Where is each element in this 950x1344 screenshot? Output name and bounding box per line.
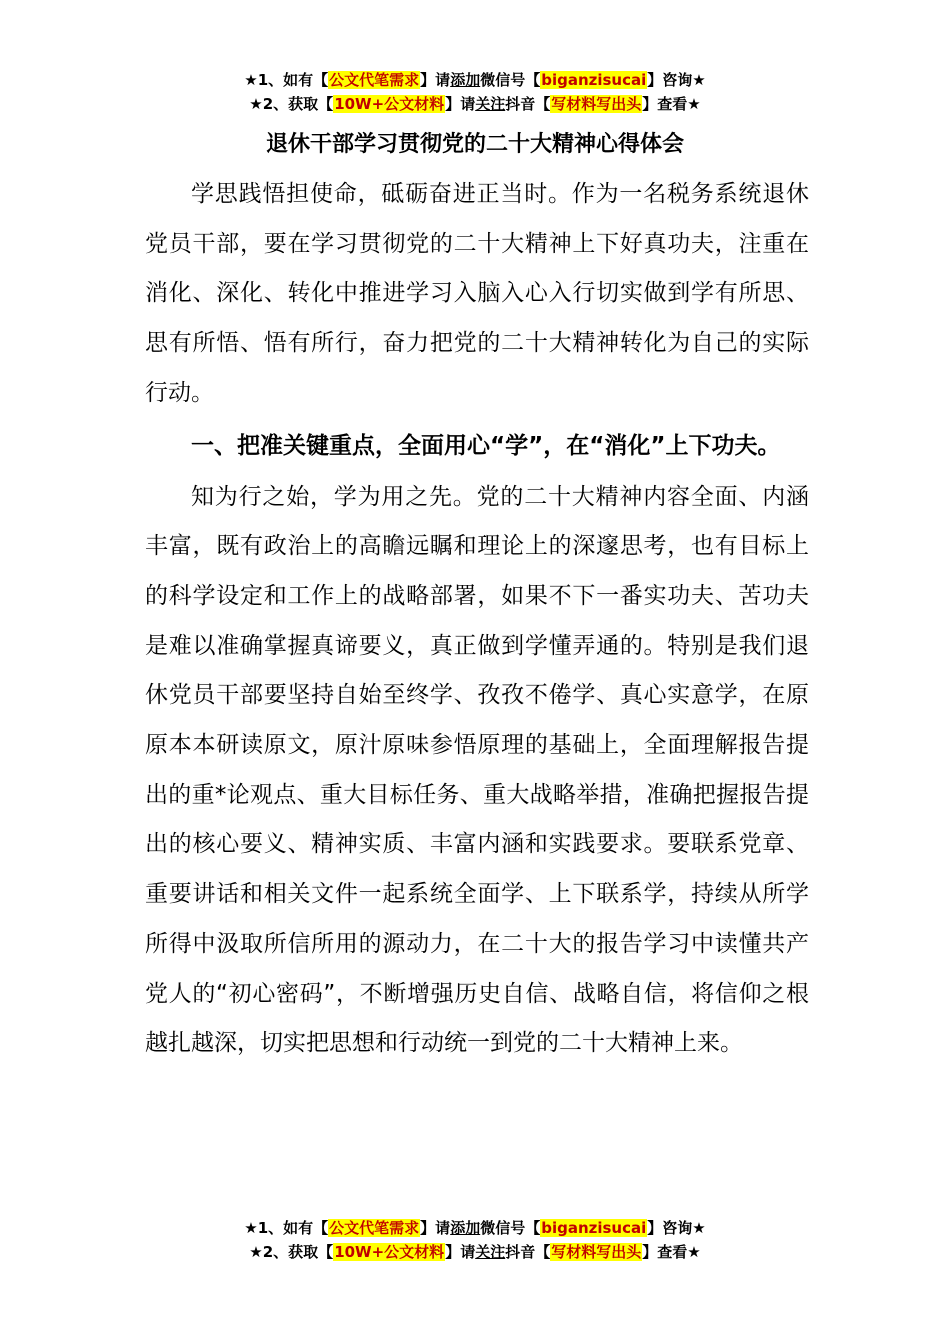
promo-highlight: 10W+公文材料 [334,1243,445,1261]
promo-text: 微信号【 [480,1219,541,1237]
promo-highlight: 10W+公文材料 [334,95,445,113]
promo-line-1 [0,1216,950,1240]
document-body [145,170,809,1069]
promo-text: ★2、获取【 [249,1243,334,1261]
promo-text: 】请 [420,1219,451,1237]
promo-underline: 添加 [450,1219,481,1237]
promo-highlight: 写材料写出头 [551,1243,642,1261]
promo-highlight: 写材料写出头 [551,95,642,113]
promo-text: 微信号【 [480,71,541,89]
promo-highlight: biganzisucai [541,1219,647,1237]
promo-underline: 关注 [475,1243,506,1261]
promo-line-2 [0,92,950,116]
promo-text: ★1、如有【 [244,1219,329,1237]
promo-text: 】请 [445,1243,476,1261]
intro-paragraph: 学思践悟担使命，砥砺奋进正当时。作为一名税务系统退休党员干部，要在学习贯彻党的二十大精神上下好真功夫，注重在消化、深化、转化中推进学习入脑入心入行切实做到学有所思、思有所悟、悟有所行，奋力把党的二十大精神转化为自己的实际行动。 [145,181,809,406]
promo-text: 】查看★ [642,95,701,113]
promo-text: 】请 [420,71,451,89]
promo-highlight: biganzisucai [541,71,647,89]
header-promo-banner [0,68,950,116]
promo-text: 】查看★ [642,1243,701,1261]
promo-text: 抖音【 [505,1243,551,1261]
promo-line-2 [0,1240,950,1264]
promo-text: 】咨询★ [647,1219,706,1237]
promo-underline: 添加 [450,71,481,89]
promo-line-1 [0,68,950,92]
promo-highlight: 公文代笔需求 [329,1219,420,1237]
document-title: 退休干部学习贯彻党的二十大精神心得体会 [265,132,684,157]
section-paragraph: 知为行之始，学为用之先。党的二十大精神内容全面、内涵丰富，既有政治上的高瞻远瞩和理论上的深邃思考，也有目标上的科学设定和工作上的战略部署，如果不下一番实功夫、苦功夫是难以准确掌握真谛要义，真正做到学懂弄通的。特别是我们退休党员干部要坚持自始至终学、孜孜不倦学、真心实意学，在原原本本研读原文，原汁原味参悟原理的基础上，全面理解报告提出的重*论观点、重大目标任务、重大战略举措，准确把握报告提出的核心要义、精神实质、丰富内涵和实践要求。要联系党章、重要讲话和相关文件一起系统全面学、上下联系学，持续从所学所得中汲取所信所用的源动力，在二十大的报告学习中读懂共产党人的“初心密码”，不断增强历史自信、战略自信，将信仰之根越扎越深，切实把思想和行动统一到党的二十大精神上来。 [145,483,809,1057]
promo-underline: 关注 [475,95,506,113]
footer-promo-banner [0,1216,950,1264]
promo-text: ★2、获取【 [249,95,334,113]
section-heading: 一、把准关键重点，全面用心“学”，在“消化”上下功夫。 [191,432,781,459]
promo-text: 】请 [445,95,476,113]
promo-text: ★1、如有【 [244,71,329,89]
promo-text: 】咨询★ [647,71,706,89]
promo-text: 抖音【 [505,95,551,113]
promo-highlight: 公文代笔需求 [329,71,420,89]
